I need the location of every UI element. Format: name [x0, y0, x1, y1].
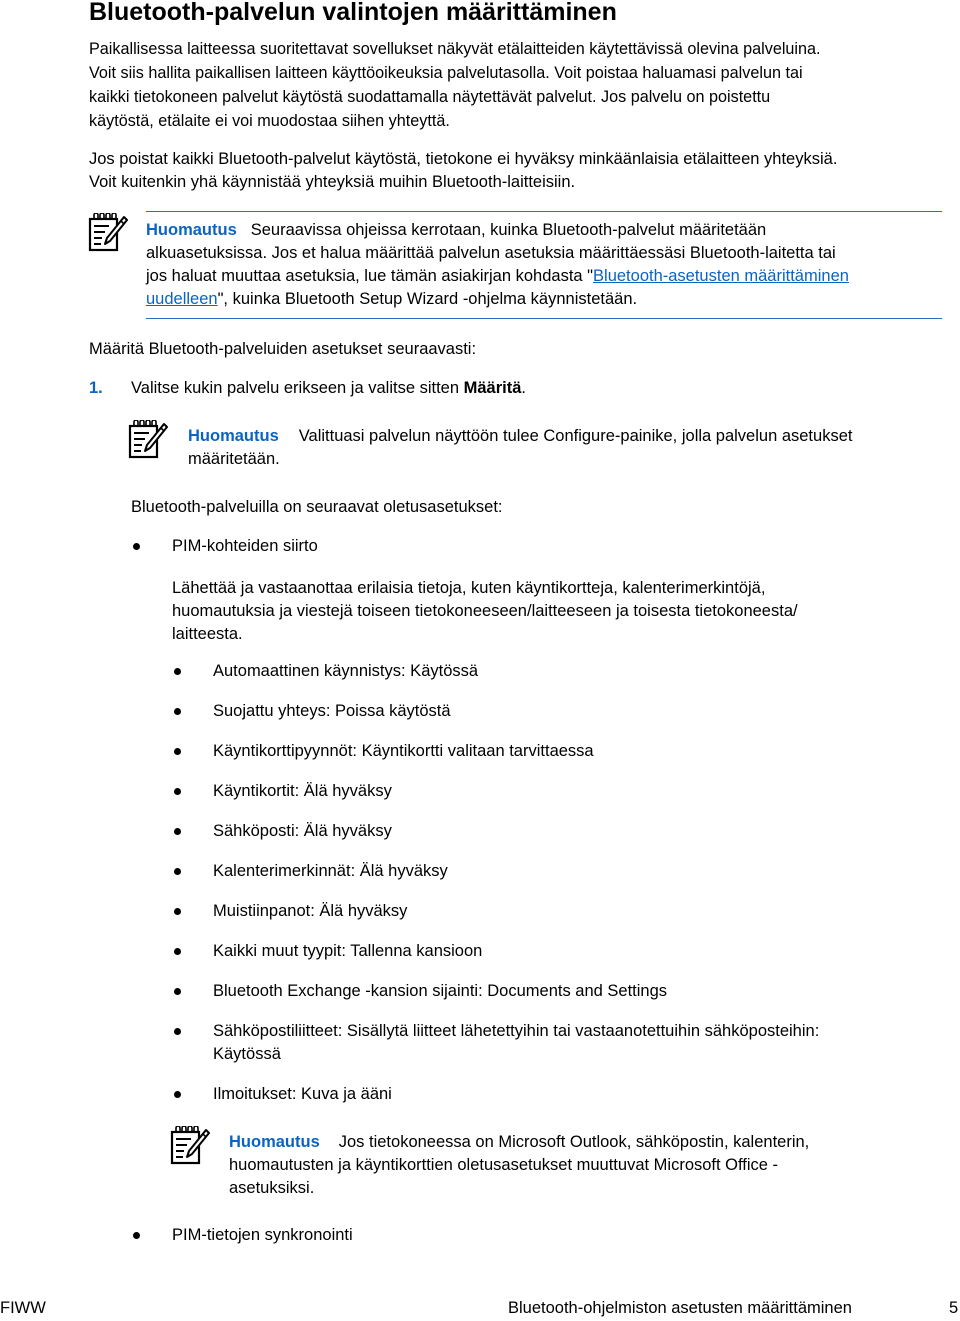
note-text: määritetään. [188, 450, 280, 468]
setting-item: Kaikki muut tyypit: Tallenna kansioon [213, 942, 483, 960]
steps-intro: Määritä Bluetooth-palveluiden asetukset seuraavasti: [89, 340, 477, 358]
footer-page-number: 5 [949, 1299, 959, 1317]
step-text: Valitse kukin palvelu erikseen ja valitse sitten Määritä. [131, 379, 526, 397]
setting-item: Suojattu yhteys: Poissa käytöstä [213, 702, 451, 720]
setting-item: Käyntikorttipyynnöt: Käyntikortti valitaan tarvittaessa [213, 742, 594, 760]
setting-item: Käyntikortit: Älä hyväksy [213, 782, 392, 800]
note-text: ", kuinka Bluetooth Setup Wizard -ohjelma käynnistetään. [217, 290, 638, 308]
bullet-dot [174, 908, 181, 915]
define-command: Määritä [463, 379, 522, 397]
note-configure-button [188, 425, 958, 471]
bullet-dot [174, 828, 181, 835]
setting-item-attachments: Sähköpostiliitteet: Sisällytä liitteet lähetettyihin tai vastaanotettuihin sähköposteihin: Käytössä [213, 1022, 820, 1063]
bullet-dot [174, 1091, 181, 1098]
disable-all-paragraph [89, 148, 959, 194]
reconfigure-link-continued[interactable]: uudelleen [146, 290, 218, 308]
note-icon [128, 420, 168, 460]
intro-line: Voit siis hallita paikallisen laitteen käyttöoikeuksia palvelutasolla. Voit poistaa haluamasi palvelun tai [89, 64, 803, 82]
setting-item: Ilmoitukset: Kuva ja ääni [213, 1085, 392, 1103]
bullet-dot [174, 748, 181, 755]
note-label: Huomautus [229, 1133, 320, 1151]
note-text: asetuksiksi. [229, 1179, 315, 1197]
setting-item: Sähköposti: Älä hyväksy [213, 822, 392, 840]
bullet-dot [174, 1028, 181, 1035]
setting-item: Bluetooth Exchange -kansion sijainti: Documents and Settings [213, 982, 668, 1000]
intro-line: käytöstä, etälaite ei voi muodostaa siihen yhteyttä. [89, 112, 450, 130]
setting-item: Automaattinen käynnistys: Käytössä [213, 662, 479, 680]
note-text: Valittuasi palvelun näyttöön tulee Configure-painike, jolla palvelun asetukset [298, 427, 853, 445]
note-text: Jos tietokoneessa on Microsoft Outlook, sähköpostin, kalenterin, [338, 1133, 810, 1151]
note-icon [88, 213, 128, 253]
setting-item: Kalenterimerkinnät: Älä hyväksy [213, 862, 448, 880]
note-icon [170, 1126, 210, 1166]
bullet-dot [133, 1232, 140, 1239]
reconfigure-link[interactable]: Bluetooth-asetusten määrittäminen [593, 267, 849, 285]
bullet-dot [174, 668, 181, 675]
pim-sync-heading: PIM-tietojen synkronointi [172, 1226, 353, 1244]
note-text: jos haluat muuttaa asetuksia, lue tämän asiakirjan kohdasta " [146, 267, 594, 285]
intro-line: Paikallisessa laitteessa suoritettavat sovellukset näkyvät etälaitteiden käytettävissä olevina palveluina. [89, 40, 821, 58]
step-number: 1. [89, 379, 103, 397]
page-title: Bluetooth-palvelun valintojen määrittäminen [89, 0, 617, 26]
note-top-rule [146, 211, 942, 212]
pim-transfer-description: Lähettää ja vastaanottaa erilaisia tietoja, kuten käyntikortteja, kalenterimerkintöjä, huomautuksia ja viestejä toiseen tietokoneeseen/laitteeseen ja toisesta tietokoneesta/ laitteesta. [172, 579, 798, 643]
intro-paragraph [89, 37, 959, 133]
paragraph-line: Voit kuitenkin yhä käynnistää yhteyksiä muihin Bluetooth-laitteisiin. [89, 173, 576, 191]
pim-transfer-heading: PIM-kohteiden siirto [172, 537, 318, 555]
note-text: huomautusten ja käyntikorttien oletusasetukset muuttuvat Microsoft Office - [229, 1156, 779, 1174]
note-label: Huomautus [146, 221, 237, 239]
bullet-dot [174, 708, 181, 715]
note-text: alkuasetuksissa. Jos et halua määrittää palvelun asetuksia määrittäessäsi Bluetooth-laitetta tai [146, 244, 836, 262]
bullet-dot [174, 948, 181, 955]
bullet-dot [174, 988, 181, 995]
setting-item: Muistiinpanot: Älä hyväksy [213, 902, 408, 920]
note-initial-setup [146, 219, 946, 311]
note-text: Seuraavissa ohjeissa kerrotaan, kuinka Bluetooth-palvelut määritetään [250, 221, 767, 239]
bullet-dot [174, 788, 181, 795]
bullet-dot [133, 543, 140, 550]
note-outlook [229, 1131, 949, 1200]
note-bottom-rule [146, 318, 942, 319]
note-label: Huomautus [188, 427, 279, 445]
paragraph-line: Jos poistat kaikki Bluetooth-palvelut käytöstä, tietokone ei hyväksy minkäänlaisia etälaitteen yhteyksiä. [89, 150, 838, 168]
bullet-dot [174, 868, 181, 875]
defaults-intro: Bluetooth-palveluilla on seuraavat oletusasetukset: [131, 498, 503, 516]
footer-chapter-title: Bluetooth-ohjelmiston asetusten määrittäminen [508, 1299, 852, 1317]
footer-locale: FIWW [0, 1299, 46, 1317]
intro-line: kaikki tietokoneen palvelut käytöstä suodattamalla näytettävät palvelut. Jos palvelu on poistettu [89, 88, 771, 106]
